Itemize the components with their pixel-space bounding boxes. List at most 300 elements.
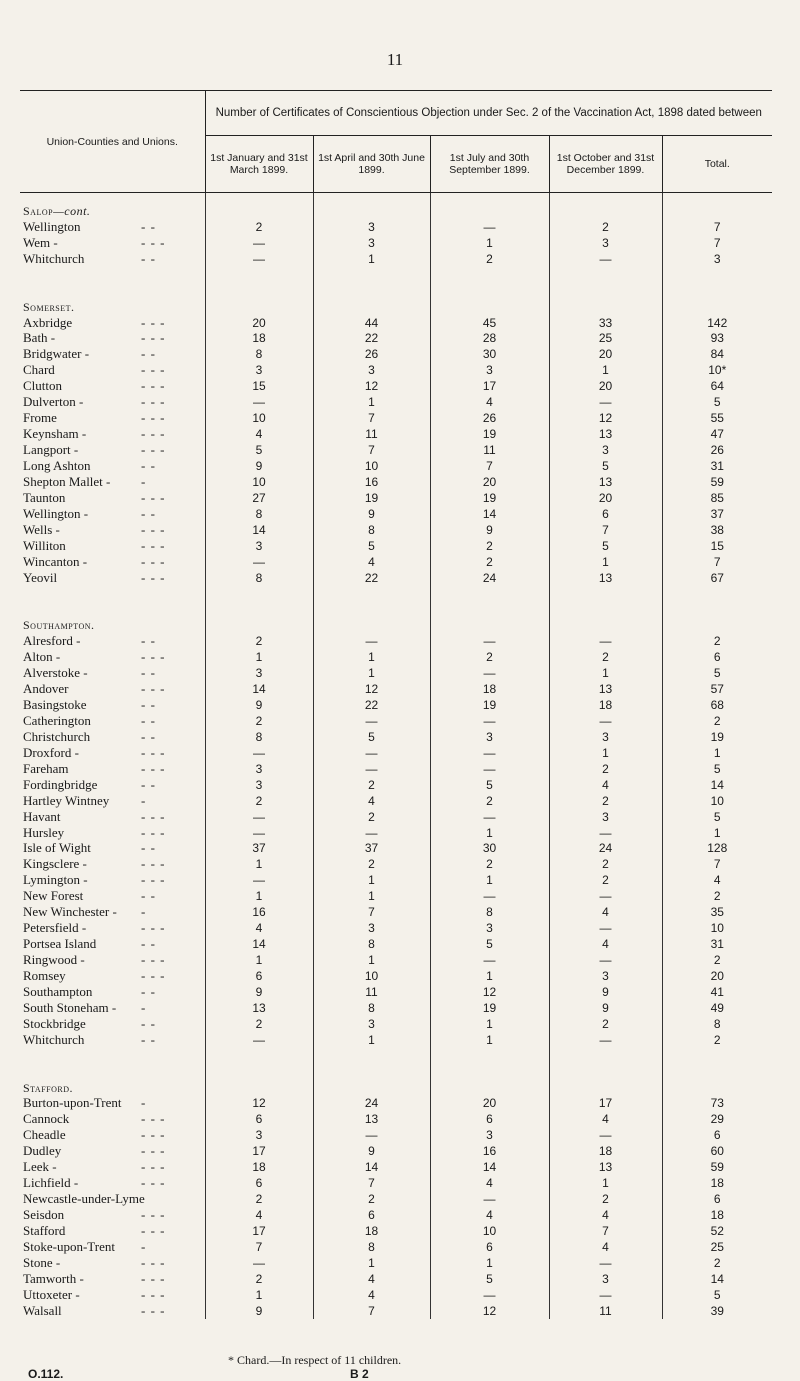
empty-cell xyxy=(205,617,313,633)
empty-cell xyxy=(430,617,549,633)
q2-count: 5 xyxy=(313,538,430,554)
total-count: 128 xyxy=(662,841,772,857)
q3-count: 11 xyxy=(430,442,549,458)
empty-cell xyxy=(662,586,772,602)
printer-mark: O.112. xyxy=(28,1367,64,1381)
column-header-q2: 1st April and 30th June 1899. xyxy=(313,136,430,193)
union-name: Keynsham - xyxy=(23,426,87,442)
q3-count: 3 xyxy=(430,1127,549,1143)
q2-count: 4 xyxy=(313,793,430,809)
spacer-row xyxy=(20,1048,772,1064)
union-name: Hursley xyxy=(23,824,65,840)
q1-count: 18 xyxy=(205,1159,313,1175)
q3-count: 28 xyxy=(430,331,549,347)
q1-count: 6 xyxy=(205,1111,313,1127)
leader-dashes: - - - xyxy=(141,362,166,378)
q3-count: 19 xyxy=(430,426,549,442)
empty-cell xyxy=(430,299,549,315)
empty-cell xyxy=(549,601,662,617)
section-heading-row xyxy=(20,203,772,219)
q3-count: 1 xyxy=(430,1016,549,1032)
q1-count: 9 xyxy=(205,984,313,1000)
q1-count: — xyxy=(205,1032,313,1048)
total-count: 37 xyxy=(662,506,772,522)
q4-count: 25 xyxy=(549,331,662,347)
q2-count: 4 xyxy=(313,1271,430,1287)
union-name-cell xyxy=(20,1223,205,1239)
union-name-cell xyxy=(20,952,205,968)
union-name: Langport - xyxy=(23,442,79,458)
q3-count: 1 xyxy=(430,825,549,841)
q2-count: 1 xyxy=(313,888,430,904)
total-count: 5 xyxy=(662,809,772,825)
q1-count: 8 xyxy=(205,346,313,362)
total-count: 49 xyxy=(662,1000,772,1016)
q1-count: 2 xyxy=(205,1271,313,1287)
union-name-cell xyxy=(20,761,205,777)
total-count: 6 xyxy=(662,1127,772,1143)
leader-dashes: - - xyxy=(141,888,156,904)
leader-dashes: - - xyxy=(141,505,156,521)
union-name: Romsey xyxy=(23,968,66,983)
total-count: 3 xyxy=(662,251,772,267)
q2-count: — xyxy=(313,713,430,729)
empty-cell xyxy=(549,1080,662,1096)
table-row xyxy=(20,554,772,570)
leader-dashes: - - - xyxy=(141,649,166,665)
empty-cell xyxy=(430,1080,549,1096)
q3-count: 18 xyxy=(430,681,549,697)
empty-cell xyxy=(313,1080,430,1096)
table-row xyxy=(20,1032,772,1048)
q2-count: 1 xyxy=(313,251,430,267)
empty-cell xyxy=(549,299,662,315)
union-name-cell xyxy=(20,506,205,522)
q2-count: 5 xyxy=(313,729,430,745)
spacer-row xyxy=(20,1064,772,1080)
leader-dashes: - - xyxy=(141,1031,156,1047)
leader-dashes: - - - xyxy=(141,569,166,585)
empty-cell xyxy=(430,601,549,617)
union-name: Christchurch xyxy=(23,728,91,744)
q2-count: 7 xyxy=(313,1175,430,1191)
q3-count: 5 xyxy=(430,777,549,793)
empty-cell xyxy=(205,193,313,204)
union-name-cell xyxy=(20,1016,205,1032)
q1-count: 3 xyxy=(205,777,313,793)
total-count: 39 xyxy=(662,1303,772,1319)
q2-count: — xyxy=(313,825,430,841)
q3-count: 14 xyxy=(430,1159,549,1175)
union-name: Portsea Island xyxy=(23,936,97,952)
table-row xyxy=(20,697,772,713)
total-count: 59 xyxy=(662,474,772,490)
leader-dashes: - - - xyxy=(141,1254,166,1270)
table-row xyxy=(20,777,772,793)
table-row xyxy=(20,538,772,554)
table-row xyxy=(20,952,772,968)
q2-count: 11 xyxy=(313,984,430,1000)
table-row xyxy=(20,1287,772,1303)
q3-count: 2 xyxy=(430,793,549,809)
q4-count: 4 xyxy=(549,904,662,920)
q1-count: 5 xyxy=(205,442,313,458)
union-name-cell xyxy=(20,649,205,665)
q1-count: 2 xyxy=(205,1191,313,1207)
union-name: Axbridge xyxy=(23,314,73,330)
leader-dashes: - - xyxy=(141,665,156,681)
total-count: 57 xyxy=(662,681,772,697)
section-heading xyxy=(20,299,205,315)
q2-count: 24 xyxy=(313,1096,430,1112)
empty-cell xyxy=(313,267,430,283)
q3-count: 2 xyxy=(430,856,549,872)
q4-count: 2 xyxy=(549,761,662,777)
leader-dashes: - - - xyxy=(141,1143,166,1159)
total-count: 18 xyxy=(662,1207,772,1223)
leader-dashes: - - xyxy=(141,697,156,713)
table-row xyxy=(20,1191,772,1207)
leader-dashes: - - - xyxy=(141,1175,166,1191)
union-name: Seisdon xyxy=(23,1207,65,1223)
union-name: Petersfield - xyxy=(23,920,87,936)
table-row xyxy=(20,904,772,920)
q4-count: 3 xyxy=(549,729,662,745)
empty-cell xyxy=(313,1064,430,1080)
q1-count: 4 xyxy=(205,1207,313,1223)
q3-count: 5 xyxy=(430,936,549,952)
leader-dashes: - xyxy=(141,999,147,1015)
spacer-row xyxy=(20,601,772,617)
union-name-cell xyxy=(20,1287,205,1303)
table-row xyxy=(20,825,772,841)
leader-dashes: - - - xyxy=(141,553,166,569)
q2-count: 2 xyxy=(313,856,430,872)
leader-dashes: - - xyxy=(141,713,156,728)
union-name: Stockbridge xyxy=(23,1015,86,1031)
q4-count: 2 xyxy=(549,872,662,888)
table-row xyxy=(20,522,772,538)
empty-cell xyxy=(662,1064,772,1080)
union-name-cell xyxy=(20,904,205,920)
total-count: 35 xyxy=(662,904,772,920)
empty-cell xyxy=(549,283,662,299)
union-name: Shepton Mallet - xyxy=(23,473,111,489)
table-row xyxy=(20,1016,772,1032)
union-name-cell xyxy=(20,633,205,649)
total-count: 25 xyxy=(662,1239,772,1255)
table-row xyxy=(20,856,772,872)
q4-count: — xyxy=(549,251,662,267)
empty-cell xyxy=(313,283,430,299)
q3-count: — xyxy=(430,809,549,825)
q3-count: — xyxy=(430,745,549,761)
q2-count: 4 xyxy=(313,1287,430,1303)
q3-count: 2 xyxy=(430,649,549,665)
union-name: Newcastle-under-Lyme xyxy=(23,1191,145,1207)
table-row xyxy=(20,1111,772,1127)
q3-count: 5 xyxy=(430,1271,549,1287)
q4-count: 3 xyxy=(549,1271,662,1287)
empty-cell xyxy=(205,1048,313,1064)
q1-count: 12 xyxy=(205,1096,313,1112)
leader-dashes: - xyxy=(141,1238,147,1254)
total-count: 15 xyxy=(662,538,772,554)
q3-count: 12 xyxy=(430,984,549,1000)
q4-count: 11 xyxy=(549,1303,662,1319)
union-name-cell xyxy=(20,490,205,506)
empty-cell xyxy=(549,267,662,283)
table-row xyxy=(20,649,772,665)
union-name: Leek - xyxy=(23,1159,57,1175)
q3-count: — xyxy=(430,761,549,777)
q2-count: 7 xyxy=(313,410,430,426)
union-name: Whitchurch xyxy=(23,1031,85,1047)
leader-dashes: - - - xyxy=(141,1223,166,1238)
leader-dashes: - - - xyxy=(141,330,166,346)
q1-count: 3 xyxy=(205,538,313,554)
total-count: 8 xyxy=(662,1016,772,1032)
leader-dashes: - - - xyxy=(141,952,166,968)
union-name-cell xyxy=(20,570,205,586)
q1-count: — xyxy=(205,745,313,761)
total-count: 59 xyxy=(662,1159,772,1175)
q4-count: 9 xyxy=(549,984,662,1000)
union-name: Droxford - xyxy=(23,744,79,760)
union-name-cell xyxy=(20,1255,205,1271)
q2-count: 10 xyxy=(313,458,430,474)
total-count: 142 xyxy=(662,315,772,331)
q4-count: 3 xyxy=(549,968,662,984)
table-row xyxy=(20,681,772,697)
table-row xyxy=(20,968,772,984)
union-name-cell xyxy=(20,1096,205,1112)
q4-count: 20 xyxy=(549,346,662,362)
q4-count: — xyxy=(549,952,662,968)
table-row xyxy=(20,219,772,235)
empty-cell xyxy=(662,1048,772,1064)
union-name: New Forest xyxy=(23,888,84,904)
q4-count: 4 xyxy=(549,1111,662,1127)
empty-cell xyxy=(662,601,772,617)
union-name: Catherington xyxy=(23,713,91,728)
union-name: Clutton xyxy=(23,378,63,394)
q3-count: 4 xyxy=(430,1175,549,1191)
table-row xyxy=(20,474,772,490)
spacer-cell xyxy=(20,586,205,602)
union-name-cell xyxy=(20,665,205,681)
q1-count: 18 xyxy=(205,331,313,347)
leader-dashes: - - xyxy=(141,218,156,234)
union-name: Burton-upon-Trent xyxy=(23,1095,122,1111)
leader-dashes: - - xyxy=(141,346,156,362)
q4-count: 13 xyxy=(549,681,662,697)
q2-count: 37 xyxy=(313,841,430,857)
q2-count: 22 xyxy=(313,570,430,586)
table-row xyxy=(20,920,772,936)
q4-count: 4 xyxy=(549,777,662,793)
q2-count: 44 xyxy=(313,315,430,331)
q3-count: 16 xyxy=(430,1143,549,1159)
table-row xyxy=(20,1159,772,1175)
table-row xyxy=(20,506,772,522)
q2-count: 3 xyxy=(313,1016,430,1032)
total-count: 84 xyxy=(662,346,772,362)
table-row xyxy=(20,888,772,904)
leader-dashes: - - - xyxy=(141,968,166,983)
union-name-cell xyxy=(20,1271,205,1287)
total-count: 93 xyxy=(662,331,772,347)
union-name: South Stoneham - xyxy=(23,999,117,1015)
union-name: Lymington - xyxy=(23,872,88,888)
total-count: 52 xyxy=(662,1223,772,1239)
union-name-cell xyxy=(20,442,205,458)
union-name-cell xyxy=(20,410,205,426)
q2-count: 7 xyxy=(313,442,430,458)
q4-count: 20 xyxy=(549,490,662,506)
leader-dashes: - - xyxy=(141,776,156,792)
spacer-cell xyxy=(20,1064,205,1080)
leader-dashes: - - - xyxy=(141,442,166,458)
union-name: Alton - xyxy=(23,649,61,665)
union-name: Chard xyxy=(23,362,55,378)
union-name: Bath - xyxy=(23,330,56,346)
empty-cell xyxy=(430,267,549,283)
leader-dashes: - - xyxy=(141,936,156,952)
total-count: 2 xyxy=(662,888,772,904)
empty-cell xyxy=(662,283,772,299)
union-name: Stone - xyxy=(23,1254,61,1270)
union-name-cell xyxy=(20,968,205,984)
union-name: Andover xyxy=(23,681,69,697)
table-row xyxy=(20,1207,772,1223)
total-count: 19 xyxy=(662,729,772,745)
q1-count: 14 xyxy=(205,681,313,697)
q4-count: 2 xyxy=(549,856,662,872)
union-name: Wells - xyxy=(23,521,60,537)
union-name-cell xyxy=(20,458,205,474)
total-count: 85 xyxy=(662,490,772,506)
leader-dashes: - - - xyxy=(141,681,166,697)
q1-count: — xyxy=(205,235,313,251)
table-row xyxy=(20,1255,772,1271)
leader-dashes: - - - xyxy=(141,760,166,776)
q3-count: 30 xyxy=(430,346,549,362)
table-row xyxy=(20,1223,772,1239)
union-name: Basingstoke xyxy=(23,697,87,713)
table-row xyxy=(20,665,772,681)
union-name-cell xyxy=(20,538,205,554)
spacer-cell xyxy=(20,601,205,617)
total-count: 1 xyxy=(662,745,772,761)
leader-dashes: - - - xyxy=(141,1270,166,1286)
table-row xyxy=(20,793,772,809)
q2-count: 1 xyxy=(313,1032,430,1048)
q3-count: 2 xyxy=(430,554,549,570)
total-count: 20 xyxy=(662,968,772,984)
union-name-cell xyxy=(20,522,205,538)
leader-dashes: - - xyxy=(141,983,156,999)
leader-dashes: - - - xyxy=(141,537,166,553)
leader-dashes: - - - xyxy=(141,920,166,936)
q1-count: 9 xyxy=(205,1303,313,1319)
q1-count: 3 xyxy=(205,761,313,777)
q2-count: 3 xyxy=(313,920,430,936)
q4-count: — xyxy=(549,888,662,904)
union-name-cell xyxy=(20,219,205,235)
spacer-row xyxy=(20,586,772,602)
q3-count: 19 xyxy=(430,490,549,506)
signature-mark: B 2 xyxy=(350,1367,369,1381)
union-name-cell xyxy=(20,251,205,267)
q1-count: 7 xyxy=(205,1239,313,1255)
q1-count: — xyxy=(205,809,313,825)
q1-count: 4 xyxy=(205,426,313,442)
empty-cell xyxy=(662,193,772,204)
q1-count: 37 xyxy=(205,841,313,857)
q1-count: — xyxy=(205,825,313,841)
total-count: 2 xyxy=(662,1255,772,1271)
q4-count: 4 xyxy=(549,1239,662,1255)
union-name: Ringwood - xyxy=(23,952,85,968)
q4-count: 2 xyxy=(549,1016,662,1032)
leader-dashes: - - xyxy=(141,633,156,649)
section-heading xyxy=(20,203,205,219)
q1-count: 3 xyxy=(205,1127,313,1143)
total-count: 5 xyxy=(662,761,772,777)
empty-cell xyxy=(205,586,313,602)
q1-count: 3 xyxy=(205,665,313,681)
q1-count: 1 xyxy=(205,856,313,872)
empty-cell xyxy=(662,617,772,633)
q1-count: 1 xyxy=(205,649,313,665)
q2-count: 8 xyxy=(313,936,430,952)
union-name: Yeovil xyxy=(23,569,58,585)
union-name-cell xyxy=(20,920,205,936)
total-count: 2 xyxy=(662,713,772,729)
q3-count: — xyxy=(430,665,549,681)
union-name: Fareham xyxy=(23,760,69,776)
table-row xyxy=(20,570,772,586)
table-row xyxy=(20,458,772,474)
union-name: Cannock xyxy=(23,1111,70,1127)
union-name-cell xyxy=(20,809,205,825)
empty-cell xyxy=(313,617,430,633)
q3-count: 14 xyxy=(430,506,549,522)
q4-count: 33 xyxy=(549,315,662,331)
group-column-header: Number of Certificates of Conscientious Objection under Sec. 2 of the Vaccination Act, 1898 dated between xyxy=(205,91,772,136)
empty-cell xyxy=(549,1048,662,1064)
q4-count: — xyxy=(549,920,662,936)
q3-count: 1 xyxy=(430,968,549,984)
total-count: 6 xyxy=(662,1191,772,1207)
total-count: 60 xyxy=(662,1143,772,1159)
section-heading-row xyxy=(20,617,772,633)
q1-count: 2 xyxy=(205,713,313,729)
empty-cell xyxy=(313,1048,430,1064)
union-name: Bridgwater - xyxy=(23,346,90,362)
q1-count: 1 xyxy=(205,888,313,904)
q4-count: 1 xyxy=(549,1175,662,1191)
q4-count: 18 xyxy=(549,1143,662,1159)
q1-count: 27 xyxy=(205,490,313,506)
union-name-cell xyxy=(20,1143,205,1159)
q3-count: 7 xyxy=(430,458,549,474)
union-name-cell xyxy=(20,474,205,490)
q2-count: 1 xyxy=(313,394,430,410)
q4-count: 2 xyxy=(549,793,662,809)
q4-count: 18 xyxy=(549,697,662,713)
